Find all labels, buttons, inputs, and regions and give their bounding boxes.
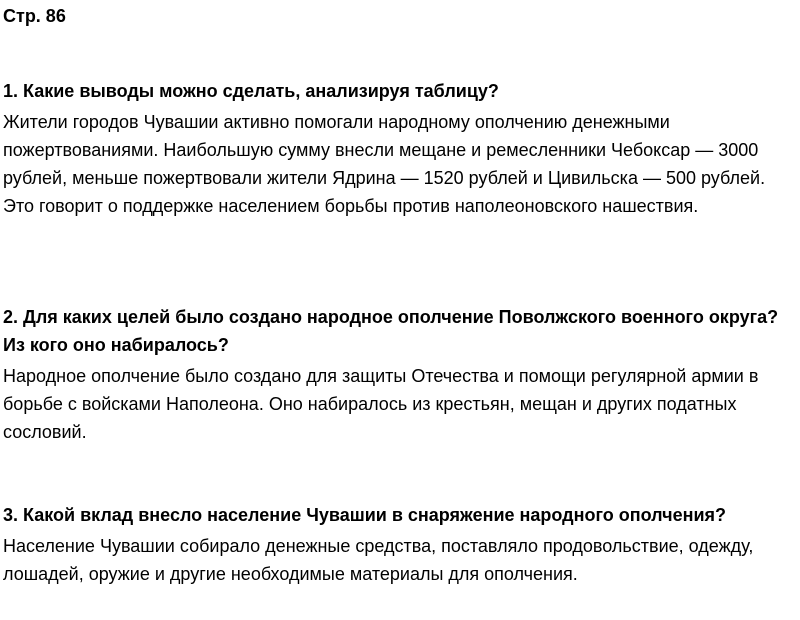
question-2: 2. Для каких целей было создано народное ополчение Поволжского военного округа? Из кого оно набиралось? bbox=[3, 307, 779, 355]
page-title: Стр. 86 bbox=[3, 6, 66, 26]
question-1: 1. Какие выводы можно сделать, анализируя таблицу? bbox=[3, 81, 499, 101]
answer-2: Народное ополчение было создано для защиты Отечества и помощи регулярной армии в борьбе с войсками Наполеона. Оно набиралось из крестьян, мещан и других податных сословий. bbox=[3, 366, 759, 442]
question-3: 3. Какой вклад внесло население Чувашии в снаряжение народного ополчения? bbox=[3, 505, 727, 525]
qa-item-3 bbox=[3, 501, 794, 588]
qa-item-2 bbox=[3, 303, 794, 446]
answer-1: Жители городов Чувашии активно помогали народному ополчению денежными пожертвованиями. Наибольшую сумму внесли мещане и ремесленники Чебоксар — 3000 рублей, меньше пожертвовали жители Ядрина — 1520 рублей и Цивильска — 500 рублей. Это говорит о поддержке населением борьбы против наполеоновского нашествия. bbox=[3, 112, 766, 216]
qa-item-1 bbox=[3, 77, 794, 220]
answer-3: Население Чувашии собирало денежные средства, поставляло продовольствие, одежду, лошадей, оружие и другие необходимые материалы для ополчения. bbox=[3, 536, 754, 584]
